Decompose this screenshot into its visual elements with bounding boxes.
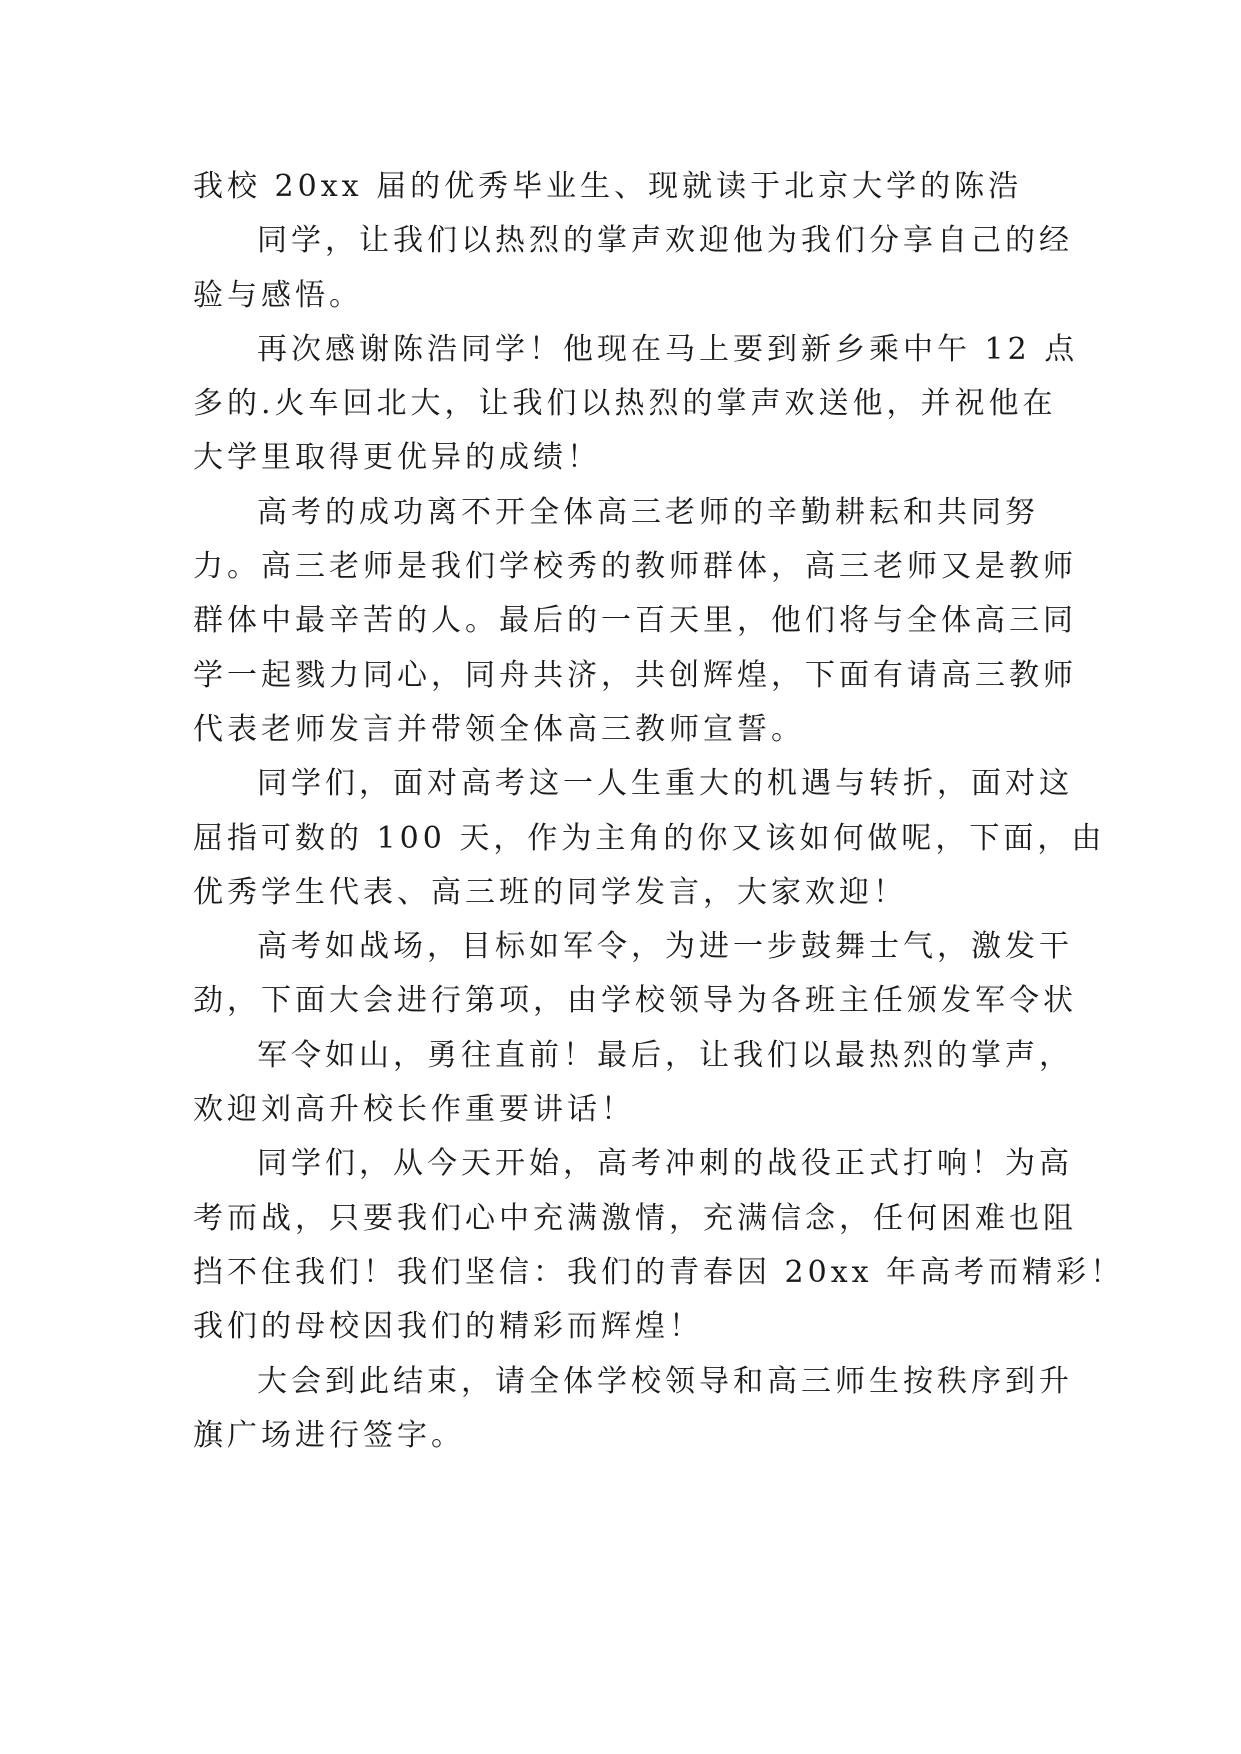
paragraph [193,214,1073,323]
text-line: 屈指可数的 100 天，作为主角的你又该如何做呢，下面，由 [193,820,1106,856]
text-line: 欢迎刘高升校长作重要讲话！ [193,1092,635,1128]
text-line: 验与感悟。 [193,277,363,313]
text-line: 多的.火车回北大，让我们以热烈的掌声欢送他，并祝他在 [193,386,1057,422]
paragraph [193,1355,1073,1464]
text-line: 高考的成功离不开全体高三老师的辛勤耕耘和共同努 [257,494,1039,530]
paragraph [193,486,1077,757]
text-line: 再次感谢陈浩同学！他现在马上要到新乡乘中午 12 点 [257,331,1079,367]
text-line: 力。高三老师是我们学校秀的教师群体，高三老师又是教师 [193,549,1077,585]
paragraph [193,920,1077,1029]
text-line: 我们的母校因我们的精彩而辉煌！ [193,1309,703,1345]
text-line: 群体中最辛苦的人。最后的一百天里，他们将与全体高三同 [193,603,1077,639]
text-line: 同学们，从今天开始，高考冲刺的战役正式打响！为高 [257,1146,1073,1182]
text-line: 同学，让我们以热烈的掌声欢迎他为我们分享自己的经 [257,223,1073,259]
text-line: 同学们，面对高考这一人生重大的机遇与转折，面对这 [257,766,1073,802]
text-line: 学一起戮力同心，同舟共济，共创辉煌，下面有请高三教师 [193,657,1077,693]
text-line: 大会到此结束，请全体学校领导和高三师生按秩序到升 [257,1363,1073,1399]
text-line: 军令如山，勇往直前！最后，让我们以最热烈的掌声， [257,1037,1073,1073]
text-line: 旗广场进行签字。 [193,1417,465,1453]
text-line: 考而战，只要我们心中充满激情，充满信念，任何困难也阻 [193,1200,1077,1236]
paragraph [193,323,1079,486]
document-body [193,160,1125,1463]
text-line: 优秀学生代表、高三班的同学发言，大家欢迎！ [193,874,907,910]
paragraph [193,160,1055,214]
text-line: 劲，下面大会进行第项，由学校领导为各班主任颁发军令状 [193,983,1077,1019]
paragraph [193,1029,1073,1138]
text-line: 高考如战场，目标如军令，为进一步鼓舞士气，激发干 [257,929,1073,965]
text-line: 我校 20xx 届的优秀毕业生、现就读于北京大学的陈浩 [193,169,1023,204]
paragraph [193,757,1106,920]
text-line: 挡不住我们！我们坚信：我们的青春因 20xx 年高考而精彩！ [193,1254,1125,1290]
text-line: 代表老师发言并带领全体高三教师宣誓。 [193,711,805,747]
text-line: 大学里取得更优异的成绩！ [193,440,601,476]
paragraph [193,1137,1125,1354]
